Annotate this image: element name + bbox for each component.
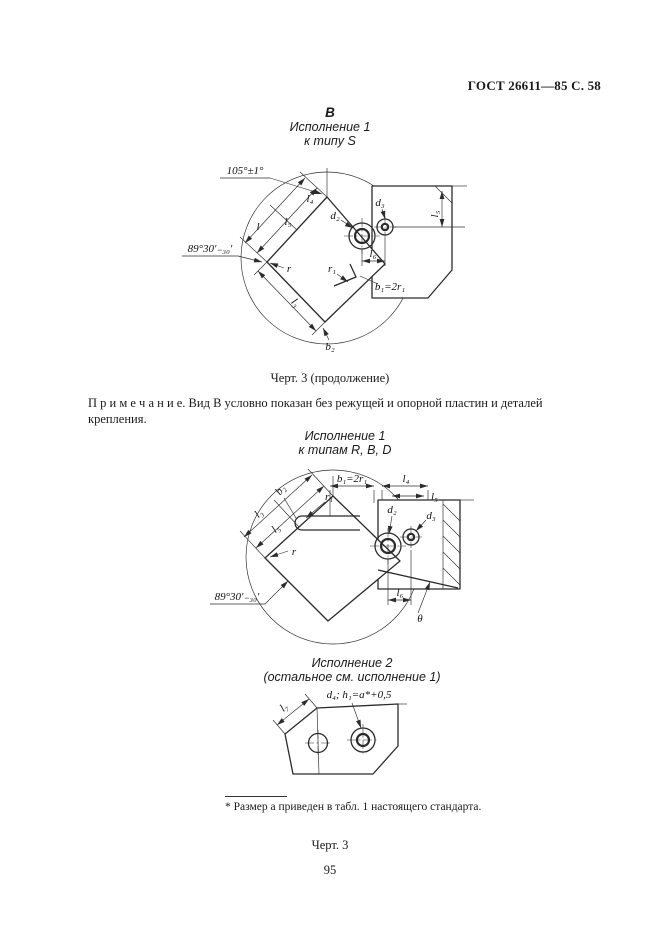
caption-final: Черт. 3 (311, 838, 349, 852)
b2-extension (284, 498, 296, 518)
dim-label-theta: θ (417, 613, 423, 625)
dim-label-l4: l₄ (402, 473, 410, 485)
figure2-drawing (190, 458, 482, 666)
figure3-titles (242, 657, 462, 685)
dim-label-angle-top: 105°±1° (226, 165, 264, 177)
figure1-title-line2: к типу S (304, 133, 356, 148)
figure1-titles (230, 106, 430, 148)
dim-label-d3: d₃ (426, 510, 436, 522)
dim-label-r: r (291, 546, 297, 558)
dim-label-b1: b₁=2r₁ (336, 473, 368, 485)
dim-label-l5-right: l₅ (429, 210, 441, 218)
page-number: 95 (323, 863, 337, 877)
figure1-drawing (172, 158, 472, 376)
dim-label-angle-left: 89°30′₋₃₀′ (214, 591, 260, 603)
dim-label-l6: l₆ (396, 587, 404, 599)
dimension-l4 (382, 484, 428, 500)
dim-label-r: r (286, 263, 292, 275)
figure1-view-label: В (325, 105, 335, 120)
figure3-title-line1: Исполнение 2 (311, 656, 393, 670)
figure2-titles (245, 430, 445, 458)
head-outline (285, 704, 407, 774)
footnote-text: * Размер а приведен в табл. 1 настоящего стандарта. (225, 801, 482, 813)
note-paragraph: П р и м е ч а н и е. Вид В условно показан без режущей и опорной пластин и деталей крепления. (88, 396, 543, 427)
dim-label-d2: d₂ (330, 210, 340, 222)
figure2-title-line2: к типам R, B, D (298, 442, 392, 457)
figure3-title-line2: (остальное см. исполнение 1) (263, 669, 441, 684)
angle-89-leader (182, 256, 263, 264)
dim-label-l4: l₄ (306, 193, 314, 205)
dim-label-l5-top: l₅ (284, 216, 292, 228)
dim-label-b2: b₂ (273, 482, 289, 498)
dim-label-r1: r₁ (324, 491, 334, 503)
dim-label-b1: b₁=2r₁ (374, 281, 406, 293)
dim-label-l3: l₃ (288, 296, 302, 310)
b2-leader (321, 327, 329, 340)
dim-label-l7: l₇ (277, 700, 291, 715)
document-header: ГОСТ 26611—85 С. 58 (467, 78, 601, 93)
figure1-title-line1: Исполнение 1 (289, 119, 371, 134)
footnote-rule (225, 796, 287, 797)
dim-label-l5-left: l₅ (269, 522, 283, 536)
dim-label-d2: d₂ (387, 504, 397, 516)
figure2-title-line1: Исполнение 1 (304, 429, 386, 443)
dim-label-l5-top: l₅ (431, 491, 438, 503)
figure3-drawing (255, 686, 430, 800)
dim-label-angle-left: 89°30′₋₃₀′ (187, 243, 233, 255)
dim-label-l3: l₃ (252, 507, 266, 521)
dim-label-l6: l₆ (369, 248, 377, 260)
dim-label-d4: d₄; h₁=a*+0,5 (326, 689, 392, 701)
dim-label-b2: b₂ (325, 341, 335, 353)
caption-continuation: Черт. 3 (продолжение) (270, 371, 390, 385)
dim-label-d3: d₃ (375, 197, 385, 209)
dim-label-l: l (256, 221, 260, 233)
dim-label-r1: r₁ (327, 263, 337, 275)
